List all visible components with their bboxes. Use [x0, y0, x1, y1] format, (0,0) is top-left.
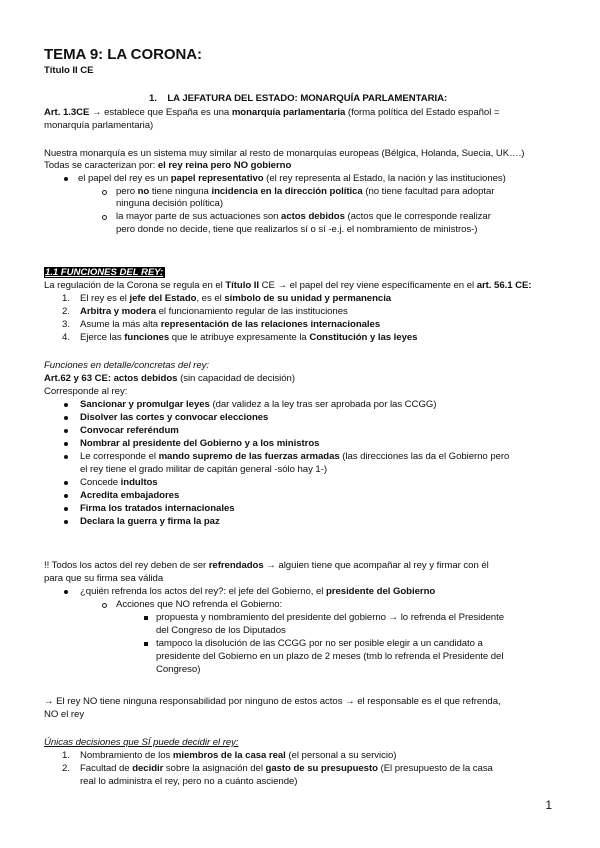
list-item — [80, 306, 348, 318]
text-run-bold: Art.62 y 63 CE: actos debidos — [44, 373, 178, 384]
text-run: sobre la asignación del — [163, 763, 266, 774]
document-subtitle: Título II CE — [44, 65, 94, 76]
text-run: (no tiene facultad para adoptar — [362, 186, 495, 197]
paragraph-line: monarquía parlamentaria) — [44, 120, 154, 131]
sub-sub-bullet-continuation: del Congreso de los Diputados — [156, 625, 286, 636]
list-number: 2. — [62, 763, 71, 774]
list-item — [80, 763, 493, 775]
bullet-item: Convocar referéndum — [80, 425, 179, 436]
art-1-3-label: Art. 1.3CE — [44, 107, 90, 118]
text-run-bold: el rey reina pero NO gobierno — [157, 160, 292, 171]
text-run: (las direcciones las da el Gobierno pero — [339, 451, 510, 462]
list-item — [80, 332, 417, 344]
sub-bullet-item — [116, 211, 491, 223]
sub-bullet-item — [116, 186, 494, 198]
text-run: !! Todos los actos del rey deben de ser — [44, 560, 209, 571]
text-run: ¿quién refrenda los actos del rey?: el jefe del Gobierno, el — [80, 586, 326, 597]
bullet-continuation: el rey tiene el grado militar de capitán general -sólo hay 1-) — [80, 464, 328, 475]
list-item — [80, 319, 380, 331]
sub-sub-bullet-item: propuesta y nombramiento del presidente del gobierno → lo refrenda el Presidente — [156, 612, 504, 623]
art-1-3-line — [44, 107, 499, 119]
text-run-bold: actos debidos — [281, 211, 345, 222]
text-run: Concede — [80, 477, 121, 488]
bullet-dot-icon — [64, 590, 68, 594]
text-run: Facultad de — [80, 763, 133, 774]
text-run-bold: indultos — [120, 477, 158, 488]
section-1-title: LA JEFATURA DEL ESTADO: MONARQUÍA PARLAMENTARIA: — [167, 93, 448, 104]
text-run-bold: Título II — [225, 280, 259, 291]
bullet-dot-icon — [64, 177, 68, 181]
bullet-item — [78, 173, 506, 185]
sub-bullet-item: Acciones que NO refrenda el Gobierno: — [116, 599, 283, 610]
text-run: (El presupuesto de la casa — [377, 763, 493, 774]
bullet-item: Nombrar al presidente del Gobierno y a los ministros — [80, 438, 320, 449]
text-run: (sin capacidad de decisión) — [177, 373, 295, 384]
text-run-bold: funciones — [124, 332, 170, 343]
section-1-1-heading — [44, 267, 165, 279]
text-run-bold: art. 56.1 CE: — [476, 280, 532, 291]
text-run-bold: monarquía parlamentaria — [231, 107, 346, 118]
bullet-item: Disolver las cortes y convocar elecciones — [80, 412, 269, 423]
sub-bullet-continuation: pero donde no decide, tiene que realizarlos sí o sí -e.j. el nombramiento de ministros-) — [116, 224, 478, 235]
text-run: pero — [116, 186, 138, 197]
text-run-bold: jefe del Estado — [129, 293, 197, 304]
paragraph-line — [44, 280, 532, 292]
text-run: Asume la más alta — [80, 319, 161, 330]
bullet-item: Declara la guerra y firma la paz — [80, 516, 220, 527]
bullet-circle-icon — [102, 603, 107, 608]
text-run: tiene ninguna — [149, 186, 212, 197]
highlighted-heading: 1.1 FUNCIONES DEL REY: — [45, 267, 164, 278]
bullet-item: Firma los tratados internacionales — [80, 503, 235, 514]
sub-sub-bullet-continuation: presidente del Gobierno en un plazo de 2 meses (tmb lo refrenda el Presidente del — [156, 651, 504, 662]
bullet-dot-icon — [64, 507, 68, 511]
bullet-dot-icon — [64, 481, 68, 485]
paragraph-line: → El rey NO tiene ninguna responsabilidad por ninguno de estos actos → el responsable es el que refrenda, — [44, 696, 501, 707]
bullet-dot-icon — [64, 494, 68, 498]
text-run: CE → el papel del rey viene específicamente en el — [258, 280, 477, 291]
bullet-item: Acredita embajadores — [80, 490, 180, 501]
text-run-bold: refrendados — [208, 560, 264, 571]
paragraph-line: para que su firma sea válida — [44, 573, 164, 584]
text-run: el funcionamiento regular de las instituciones — [155, 306, 348, 317]
bullet-item — [80, 399, 436, 411]
text-run: Ejerce las — [80, 332, 125, 343]
paragraph-line — [44, 560, 489, 572]
bullet-item — [80, 477, 158, 489]
sub-sub-bullet-continuation: Congreso) — [156, 664, 201, 675]
text-run: Le corresponde el — [80, 451, 159, 462]
paragraph-line: Corresponde al rey: — [44, 386, 128, 397]
bullet-dot-icon — [64, 403, 68, 407]
list-number: 1. — [62, 750, 71, 761]
text-run-bold: incidencia en la dirección política — [211, 186, 363, 197]
text-run: la mayor parte de sus actuaciones son — [116, 211, 282, 222]
bullet-dot-icon — [64, 416, 68, 420]
text-run-bold: papel representativo — [170, 173, 264, 184]
document-title: TEMA 9: LA CORONA: — [44, 46, 202, 63]
paragraph-line: Nuestra monarquía es un sistema muy similar al resto de monarquías europeas (Bélgica, Holanda, Suecia, UK….) — [44, 148, 525, 159]
list-number: 4. — [62, 332, 71, 343]
text-run-bold: mando supremo de las fuerzas armadas — [158, 451, 340, 462]
bullet-dot-icon — [64, 455, 68, 459]
text-run-bold: decidir — [132, 763, 164, 774]
bullet-square-icon — [144, 642, 148, 646]
section-1-number: 1. — [149, 93, 157, 104]
list-item-continuation: real lo administra el rey, pero no a cuánto asciende) — [80, 776, 298, 787]
text-run: → establece que España es una — [89, 107, 232, 118]
text-run-bold: Sancionar y promulgar leyes — [80, 399, 210, 410]
text-run: La regulación de la Corona se regula en el — [44, 280, 226, 291]
bullet-dot-icon — [64, 429, 68, 433]
text-run-bold: representación de las relaciones internacionales — [160, 319, 381, 330]
list-item — [80, 293, 391, 305]
bullet-dot-icon — [64, 442, 68, 446]
detail-title: Funciones en detalle/concretas del rey: — [44, 360, 209, 371]
text-run-bold: miembros de la casa real — [172, 750, 286, 761]
list-number: 1. — [62, 293, 71, 304]
bullet-dot-icon — [64, 520, 68, 524]
bullet-circle-icon — [102, 190, 107, 195]
text-run: (el personal a su servicio) — [285, 750, 397, 761]
text-run-bold: Constitución y las leyes — [309, 332, 418, 343]
text-run: Nombramiento de los — [80, 750, 173, 761]
text-run: El rey es el — [80, 293, 130, 304]
paragraph-line — [44, 160, 291, 172]
text-run-bold: Arbitra y modera — [80, 306, 156, 317]
text-run-bold: presidente del Gobierno — [326, 586, 436, 597]
unicas-title: Únicas decisiones que SÍ puede decidir el rey: — [44, 737, 239, 748]
sub-bullet-continuation: ninguna decisión política) — [116, 198, 223, 209]
sub-sub-bullet-item: tampoco la disolución de las CCGG por no ser posible elegir a un candidato a — [156, 638, 483, 649]
text-run-bold: gasto de su presupuesto — [265, 763, 378, 774]
text-run-bold: símbolo de su unidad y permanencia — [224, 293, 392, 304]
text-run: (forma política del Estado español = — [345, 107, 500, 118]
text-run: , es el — [196, 293, 225, 304]
paragraph-line: NO el rey — [44, 709, 85, 720]
bullet-square-icon — [144, 616, 148, 620]
text-run: (el rey representa al Estado, la nación y las instituciones) — [263, 173, 506, 184]
list-number: 2. — [62, 306, 71, 317]
text-run: (actos que le corresponde realizar — [344, 211, 491, 222]
list-number: 3. — [62, 319, 71, 330]
text-run: (dar validez a la ley tras ser aprobada por las CCGG) — [209, 399, 437, 410]
text-run: → alguien tiene que acompañar al rey y firmar con él — [263, 560, 489, 571]
bullet-item — [80, 586, 435, 598]
text-run: el papel del rey es un — [78, 173, 171, 184]
text-run: que le atribuye expresamente la — [169, 332, 310, 343]
bullet-circle-icon — [102, 215, 107, 220]
paragraph-line — [44, 373, 295, 385]
page-number: 1 — [545, 798, 552, 812]
text-run-bold: no — [137, 186, 150, 197]
bullet-item — [80, 451, 509, 463]
text-run: Todas se caracterizan por: — [44, 160, 158, 171]
list-item — [80, 750, 396, 762]
section-1-heading — [149, 93, 447, 105]
